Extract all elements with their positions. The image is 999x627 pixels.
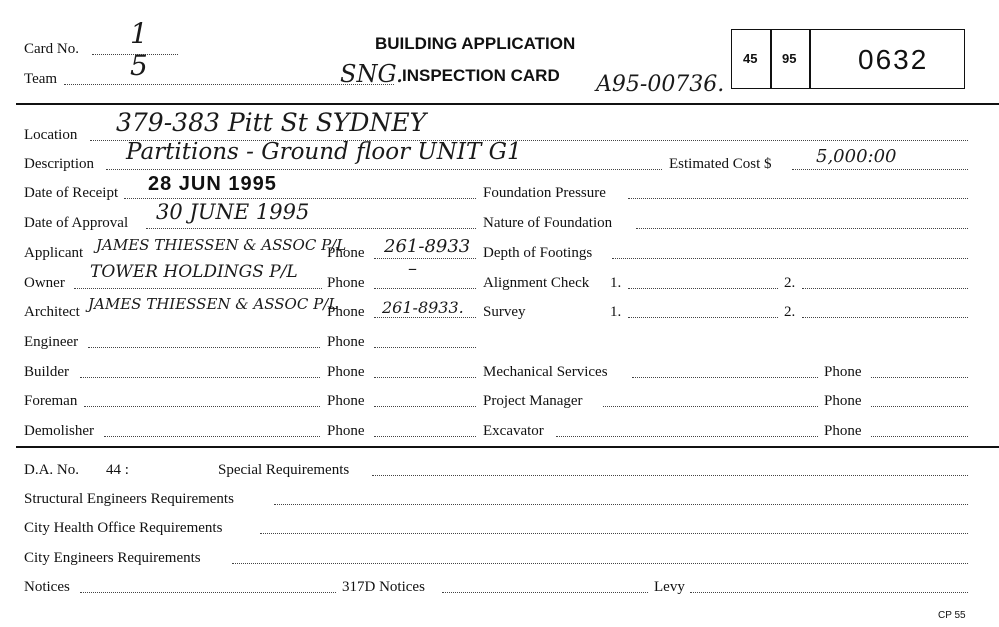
date-of-approval-label: Date of Approval: [24, 215, 129, 231]
depth-of-footings-label: Depth of Footings: [483, 245, 593, 261]
foreman-label: Foreman: [24, 393, 78, 409]
demolisher-phone-line: [374, 436, 476, 437]
owner-label: Owner: [24, 275, 65, 291]
architect-phone-label: Phone: [327, 304, 365, 320]
team-label: Team: [24, 71, 58, 87]
date-of-approval-value: 30 JUNE 1995: [156, 200, 310, 224]
owner-phone-line: [374, 288, 476, 289]
foundation-pressure-label: Foundation Pressure: [483, 185, 606, 201]
header-divider: [16, 103, 999, 105]
ref-box-cell-1: 45: [743, 51, 758, 66]
title-building-application: BUILDING APPLICATION: [375, 34, 576, 53]
nature-of-foundation-label: Nature of Foundation: [483, 215, 613, 231]
mechanical-services-phone-line: [871, 377, 968, 378]
owner-phone-value: –: [408, 258, 417, 279]
engineer-phone-label: Phone: [327, 334, 365, 350]
excavator-phone-line: [871, 436, 968, 437]
location-label: Location: [24, 127, 78, 143]
applicant-phone-label: Phone: [327, 245, 365, 261]
engineer-phone-line: [374, 347, 476, 348]
levy-label: Levy: [654, 579, 685, 595]
project-manager-label: Project Manager: [483, 393, 583, 409]
title-inspection-card: INSPECTION CARD: [402, 66, 560, 85]
card-no-label: Card No.: [24, 41, 79, 57]
date-of-receipt-stamp: 28 JUN 1995: [148, 173, 277, 195]
owner-value: TOWER HOLDINGS P/L: [90, 262, 298, 282]
foreman-line: [84, 406, 320, 407]
estimated-cost-label: Estimated Cost $: [669, 156, 772, 172]
ref-box-number: 0632: [858, 44, 929, 75]
form-code: CP 55: [938, 610, 966, 621]
survey-num2: 2.: [784, 304, 796, 320]
project-manager-phone-line: [871, 406, 968, 407]
description-value: Partitions - Ground floor UNIT G1: [126, 139, 522, 165]
foundation-pressure-line: [628, 198, 968, 199]
owner-phone-label: Phone: [327, 275, 365, 291]
architect-phone-line: [374, 317, 476, 318]
description-line: [106, 169, 662, 170]
notices-317d-line: [442, 592, 648, 593]
da-no-label: D.A. No.: [24, 462, 79, 478]
survey-line2: [802, 317, 968, 318]
applicant-label: Applicant: [24, 245, 84, 261]
city-engineers-requirements-line: [232, 563, 968, 564]
engineer-label: Engineer: [24, 334, 79, 350]
owner-line: [74, 288, 322, 289]
reference-box: [731, 29, 965, 89]
depth-of-footings-line: [612, 258, 968, 259]
excavator-line: [556, 436, 818, 437]
city-engineers-requirements-label: City Engineers Requirements: [24, 550, 201, 566]
structural-requirements-label: Structural Engineers Requirements: [24, 491, 234, 507]
structural-requirements-line: [274, 504, 968, 505]
architect-phone-value: 261-8933.: [382, 298, 464, 317]
architect-label: Architect: [24, 304, 80, 320]
foreman-phone-line: [374, 406, 476, 407]
applicant-phone-line: [374, 258, 476, 259]
applicant-phone-value: 261-8933: [384, 236, 471, 257]
alignment-check-line1: [628, 288, 778, 289]
city-health-requirements-label: City Health Office Requirements: [24, 520, 223, 536]
engineer-line: [88, 347, 320, 348]
levy-line: [690, 592, 968, 593]
builder-line: [80, 377, 320, 378]
notices-317d-label: 317D Notices: [342, 579, 425, 595]
estimated-cost-value: 5,000:00: [816, 146, 897, 167]
survey-label: Survey: [483, 304, 526, 320]
excavator-label: Excavator: [483, 423, 544, 439]
survey-num1: 1.: [610, 304, 622, 320]
city-health-requirements-line: [260, 533, 968, 534]
date-of-receipt-line: [124, 198, 476, 199]
alignment-check-label: Alignment Check: [483, 275, 590, 291]
applicant-value: JAMES THIESSEN & ASSOC P/L: [96, 236, 347, 254]
builder-phone-line: [374, 377, 476, 378]
notices-line: [80, 592, 336, 593]
demolisher-phone-label: Phone: [327, 423, 365, 439]
nature-of-foundation-line: [636, 228, 968, 229]
foreman-phone-label: Phone: [327, 393, 365, 409]
excavator-phone-label: Phone: [824, 423, 862, 439]
special-requirements-line: [372, 475, 968, 476]
alignment-check-line2: [802, 288, 968, 289]
location-value: 379-383 Pitt St SYDNEY: [116, 108, 427, 137]
builder-phone-label: Phone: [327, 364, 365, 380]
da-no-value: 44 :: [106, 462, 129, 478]
estimated-cost-line: [792, 169, 968, 170]
demolisher-label: Demolisher: [24, 423, 94, 439]
mechanical-services-line: [632, 377, 818, 378]
special-requirements-label: Special Requirements: [218, 462, 350, 478]
date-of-approval-line: [146, 228, 476, 229]
team-value: 5: [130, 49, 148, 82]
alignment-check-num2: 2.: [784, 275, 796, 291]
ref-box-cell-2: 95: [782, 51, 797, 66]
project-manager-phone-label: Phone: [824, 393, 862, 409]
description-label: Description: [24, 156, 94, 172]
card-no-value: 1: [130, 17, 148, 50]
middle-divider: [16, 446, 999, 448]
mechanical-services-phone-label: Phone: [824, 364, 862, 380]
builder-label: Builder: [24, 364, 69, 380]
notices-label: Notices: [24, 579, 70, 595]
survey-line1: [628, 317, 778, 318]
alignment-check-num1: 1.: [610, 275, 622, 291]
date-of-receipt-label: Date of Receipt: [24, 185, 119, 201]
application-reference: A95-00736.: [596, 72, 725, 97]
mechanical-services-label: Mechanical Services: [483, 364, 608, 380]
demolisher-line: [104, 436, 320, 437]
initials: SNG.: [340, 60, 404, 88]
architect-value: JAMES THIESSEN & ASSOC P/L: [88, 295, 339, 313]
project-manager-line: [603, 406, 818, 407]
